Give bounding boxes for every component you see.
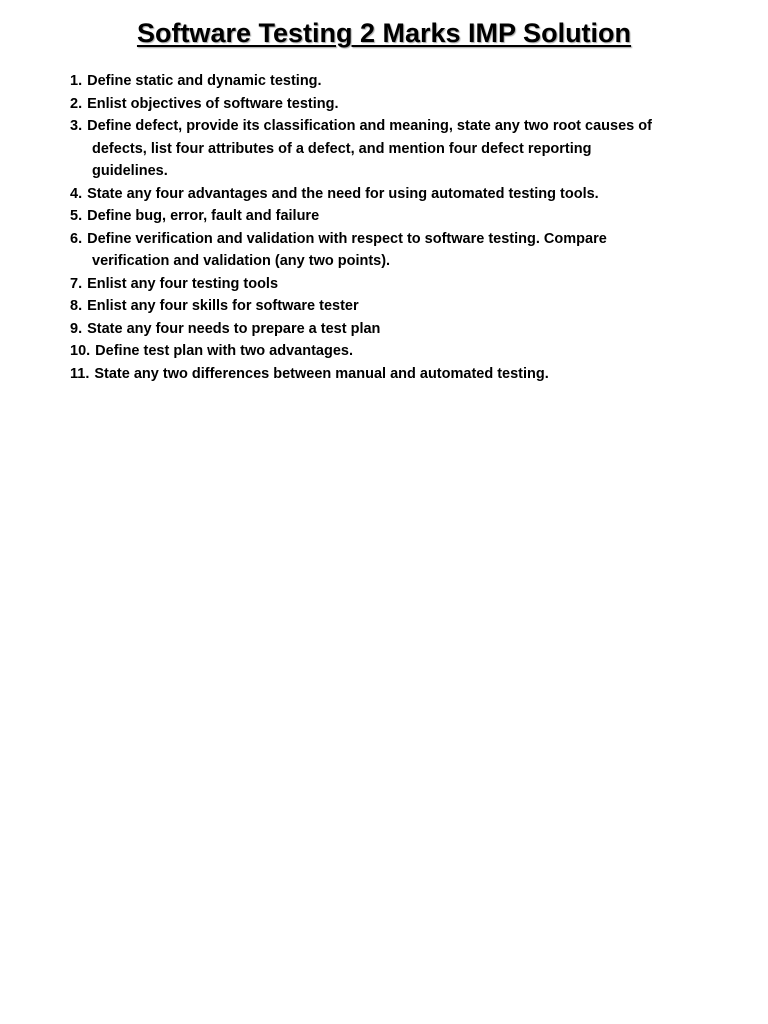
list-item-continuation <box>70 160 710 183</box>
list-item <box>70 93 710 116</box>
list-item <box>70 295 710 318</box>
question-text <box>87 295 710 318</box>
list-item <box>70 318 710 341</box>
question-line: Define bug, error, fault and failure <box>87 208 320 224</box>
question-number: 8. <box>70 298 83 314</box>
question-line: Define verification and validation with respect to software testing. Compare <box>87 230 607 247</box>
question-line: defects, list four attributes of a defect, and mention four defect reporting <box>92 140 592 157</box>
question-text <box>95 340 710 363</box>
question-line: Enlist any four skills for software tester <box>87 298 359 314</box>
question-line: Define defect, provide its classification and meaning, state any two root causes of <box>87 118 652 134</box>
question-number: 3. <box>70 118 83 134</box>
list-item <box>70 115 710 138</box>
question-text <box>87 70 710 93</box>
question-number: 9. <box>70 320 83 337</box>
question-line: verification and validation (any two points). <box>92 253 391 269</box>
question-text <box>94 363 710 386</box>
list-item <box>70 363 710 386</box>
question-line: Define static and dynamic testing. <box>87 73 322 89</box>
list-item <box>70 183 710 206</box>
list-item-continuation <box>70 250 710 273</box>
question-text <box>87 228 710 251</box>
list-item <box>70 340 710 363</box>
question-number: 6. <box>70 230 83 247</box>
question-text <box>87 205 710 228</box>
question-text <box>87 273 710 296</box>
list-item <box>70 228 710 251</box>
list-item <box>70 205 710 228</box>
question-line: Define test plan with two advantages. <box>95 343 353 359</box>
list-item <box>70 273 710 296</box>
question-number: 10. <box>70 343 91 359</box>
question-text <box>87 318 710 341</box>
question-line: State any four advantages and the need for using automated testing tools. <box>87 185 599 202</box>
question-number: 11. <box>70 365 90 382</box>
question-line: Enlist objectives of software testing. <box>87 95 339 112</box>
question-text <box>87 115 710 138</box>
question-number: 7. <box>70 275 83 292</box>
question-number: 5. <box>70 208 83 224</box>
question-text <box>87 93 710 116</box>
question-list <box>70 70 710 385</box>
question-text <box>87 183 710 206</box>
question-number: 1. <box>70 73 83 89</box>
question-number: 2. <box>70 95 83 112</box>
question-line: State any two differences between manual and automated testing. <box>94 365 549 382</box>
question-number: 4. <box>70 185 83 202</box>
list-item-continuation <box>70 138 710 161</box>
page-title: Software Testing 2 Marks IMP Solution <box>136 18 632 48</box>
question-line: State any four needs to prepare a test plan <box>87 320 381 337</box>
question-line: Enlist any four testing tools <box>87 275 279 292</box>
list-item <box>70 70 710 93</box>
question-line: guidelines. <box>92 163 168 179</box>
